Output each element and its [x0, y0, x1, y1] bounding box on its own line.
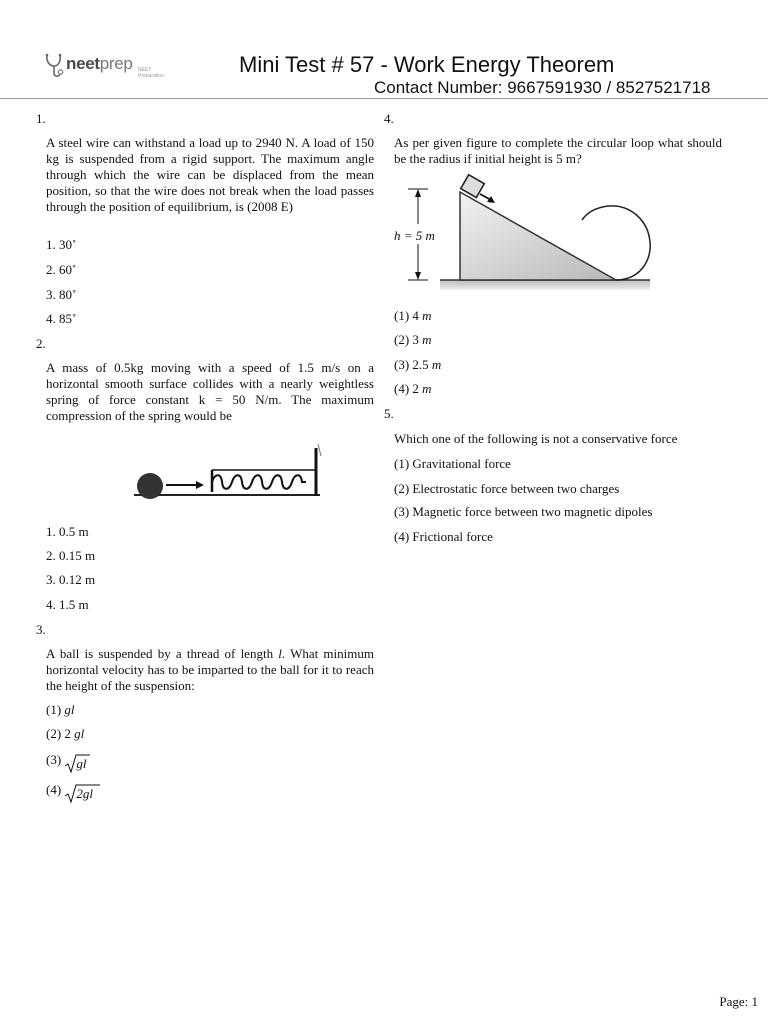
question-1-option-2: 2. 60˚ — [46, 262, 77, 277]
option-math: 2gl — [76, 786, 94, 801]
option-prefix: (1) 4 — [394, 308, 423, 323]
question-3-stem-part-2: . What minimum horizontal velocity has to be imparted to the ball for it to reach the height of the suspension: — [46, 646, 374, 693]
question-3-option-3 — [46, 752, 87, 772]
option-prefix: (3) 2.5 — [394, 357, 432, 372]
question-3-stem-part-1: A ball is suspended by a thread of length — [46, 646, 279, 661]
neetprep-logo — [44, 52, 164, 82]
question-4-stem: As per given figure to complete the circular loop what should be the radius if initial height is 5 m? — [394, 135, 722, 166]
option-prefix: (4) 2 — [394, 381, 423, 396]
ground — [440, 280, 650, 290]
question-2-option-1: 1. 0.5 m — [46, 524, 89, 539]
option-math: gl — [64, 702, 75, 717]
question-1-option-4: 4. 85˚ — [46, 311, 77, 326]
question-5-option-4: (4) Frictional force — [394, 529, 493, 544]
question-3-stem-variable: l — [278, 646, 282, 661]
spring-collision-figure — [130, 436, 326, 504]
option-unit: m — [422, 381, 432, 396]
spring-coil — [212, 475, 306, 489]
wall-hatch — [318, 444, 321, 456]
option-unit: m — [422, 308, 432, 323]
question-3-option-4 — [46, 782, 93, 802]
option-unit: m — [431, 357, 442, 372]
question-4-option-2 — [394, 332, 432, 348]
question-1-number: 1. — [36, 111, 46, 126]
question-1-option-3: 3. 80˚ — [46, 287, 77, 302]
contact-number: Contact Number: 9667591930 / 8527521718 — [374, 78, 711, 97]
question-1-stem: A steel wire can withstand a load up to 2940 N. A load of 150 kg is suspended from a rigid support. The maximum angle through which the wire can be displaced from the mean position, so that the wire does not break when the load passes through the position of equilibrium, is (2008 E) — [46, 135, 374, 214]
ground-line — [134, 494, 320, 496]
ball — [137, 473, 163, 499]
question-2-number: 2. — [36, 336, 46, 351]
question-2-option-3: 3. 0.12 m — [46, 572, 96, 587]
sqrt-symbol — [64, 756, 86, 772]
question-1-option-1: 1. 30˚ — [46, 237, 77, 252]
question-5-option-1: (1) Gravitational force — [394, 456, 511, 471]
option-prefix: (3) — [46, 752, 65, 767]
question-5-option-3: (3) Magnetic force between two magnetic dipoles — [394, 504, 653, 519]
question-2-option-2: 2. 0.15 m — [46, 548, 96, 563]
incline — [460, 192, 616, 280]
header-divider — [0, 98, 768, 99]
block-motion-arrowhead — [487, 196, 495, 203]
question-3-number: 3. — [36, 622, 46, 637]
page-title: Mini Test # 57 - Work Energy Theorem — [239, 52, 615, 77]
stethoscope-icon — [44, 52, 66, 80]
question-2-option-4: 4. 1.5 m — [46, 597, 89, 612]
question-3-option-2 — [46, 726, 84, 742]
velocity-arrowhead — [196, 481, 204, 489]
height-label: h = 5 m — [394, 228, 435, 243]
sqrt-symbol — [64, 786, 93, 802]
option-prefix: (2) 3 — [394, 332, 423, 347]
page-number: Page: 1 — [719, 994, 758, 1009]
question-3-stem — [46, 646, 374, 694]
option-prefix: (4) — [46, 782, 65, 797]
logo-brand-prep: prep — [99, 54, 133, 73]
question-5-option-2: (2) Electrostatic force between two charges — [394, 481, 620, 496]
question-4-option-4 — [394, 381, 432, 397]
height-arrowhead-down — [415, 272, 421, 280]
question-5-number: 5. — [384, 406, 394, 421]
question-4-option-1 — [394, 308, 432, 324]
option-math: gl — [74, 726, 85, 741]
height-arrowhead-up — [415, 189, 421, 197]
question-4-option-3 — [394, 357, 441, 373]
question-4-number: 4. — [384, 111, 394, 126]
incline-loop-figure — [390, 172, 655, 297]
logo-brand: neet — [66, 54, 100, 73]
logo-subtitle: NEET Preparation — [138, 67, 164, 79]
question-5-stem: Which one of the following is not a conservative force — [394, 431, 678, 446]
question-3-option-1 — [46, 702, 75, 718]
option-unit: m — [422, 332, 432, 347]
option-prefix: (1) — [46, 702, 65, 717]
option-prefix: (2) 2 — [46, 726, 75, 741]
option-math: gl — [76, 756, 87, 771]
question-2-stem: A mass of 0.5kg moving with a speed of 1.5 m/s on a horizontal smooth surface collides with a nearly weightless spring of force constant k = 50 N/m. The maximum compression of the spring would be — [46, 360, 374, 423]
